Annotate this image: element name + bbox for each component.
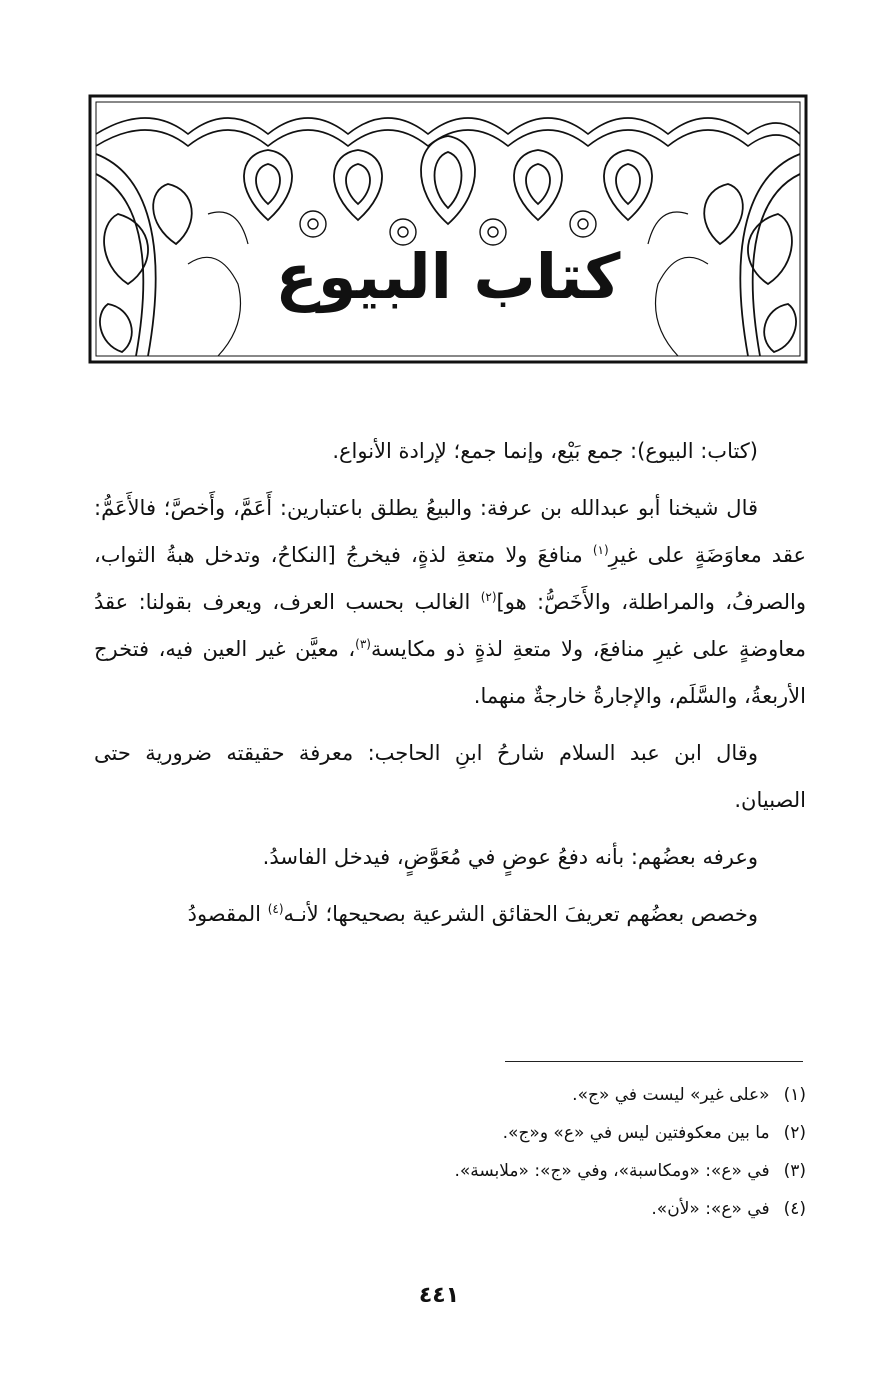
paragraph-text: المقصودُ — [187, 902, 262, 926]
footnote-text: «على غير» ليست في «ج». — [572, 1085, 770, 1105]
paragraph-2 — [94, 485, 806, 720]
footnote-text: في «ع»: «ومكاسبة»، وفي «ج»: «ملابسة». — [454, 1161, 770, 1181]
footnote-ref[interactable]: (٤) — [267, 902, 284, 916]
footnote-separator — [505, 1061, 803, 1062]
footnote-number: (١) — [783, 1085, 806, 1105]
paragraph-3 — [94, 730, 806, 824]
paragraph-1 — [94, 428, 806, 475]
footnote-item — [94, 1190, 806, 1228]
paragraph-text: وخصص بعضُهم تعريفَ الحقائق الشرعية بصحيحها؛ لأنـه — [283, 902, 758, 926]
paragraph-text: (كتاب: البيوع): جمع بَيْع، وإنما جمع؛ لإرادة الأنواع. — [332, 439, 758, 463]
footnote-number: (٣) — [783, 1161, 806, 1181]
paragraph-text: ، معيَّن غير العين فيه، فتخرج الأربعةُ، والسَّلَم، والإجارةُ خارجةٌ منهما. — [94, 637, 806, 708]
ornamental-header-frame — [88, 94, 808, 364]
footnote-number: (٢) — [783, 1123, 806, 1143]
footnote-item — [94, 1076, 806, 1114]
paragraph-text: قال شيخنا أبو عبدالله بن عرفة: والبيعُ يطلق باعتبارين: أَعَمَّ، وأَخصَّ؛ فالأَعَمُّ: عقد معاوَضَةٍ على غيرِ — [94, 496, 806, 567]
footnote-ref[interactable]: (١) — [592, 543, 609, 557]
footnote-text: في «ع»: «لأن». — [651, 1199, 770, 1219]
footnotes — [94, 1076, 806, 1228]
footnote-ref[interactable]: (٣) — [355, 637, 371, 651]
footnote-number: (٤) — [783, 1199, 806, 1219]
chapter-title: كتاب البيوع — [275, 240, 621, 313]
arabesque-ornament — [88, 94, 808, 364]
page-number: ٤٤١ — [418, 1283, 460, 1308]
paragraph-4 — [94, 834, 806, 881]
paragraph-text: الغالب بحسب العرف، ويعرف بقولنا: عقدُ معاوضةٍ على غيرِ منافعَ، ولا متعةِ لذةٍ ذو مكايسة — [94, 590, 807, 661]
paragraph-text: وعرفه بعضُهم: بأنه دفعُ عوضٍ في مُعَوَّضٍ، فيدخل الفاسدُ. — [262, 845, 758, 869]
paragraph-text: وقال ابن عبد السلام شارحُ ابنِ الحاجب: معرفة حقيقته ضرورية حتى الصبيان. — [94, 741, 806, 812]
footnote-ref[interactable]: (٢) — [480, 590, 497, 604]
footnote-item — [94, 1114, 806, 1152]
paragraph-5 — [94, 891, 806, 938]
footnote-text: ما بين معكوفتين ليس في «ع» و«ج». — [502, 1123, 770, 1143]
body-text — [94, 428, 806, 948]
footnote-item — [94, 1152, 806, 1190]
paragraph-text: منافعَ ولا متعةِ لذةٍ، فيخرجُ [النكاحُ، وتدخل هبةُ الثواب، والصرفُ، والمراطلة، والأَخَصُّ: هو] — [94, 543, 806, 614]
